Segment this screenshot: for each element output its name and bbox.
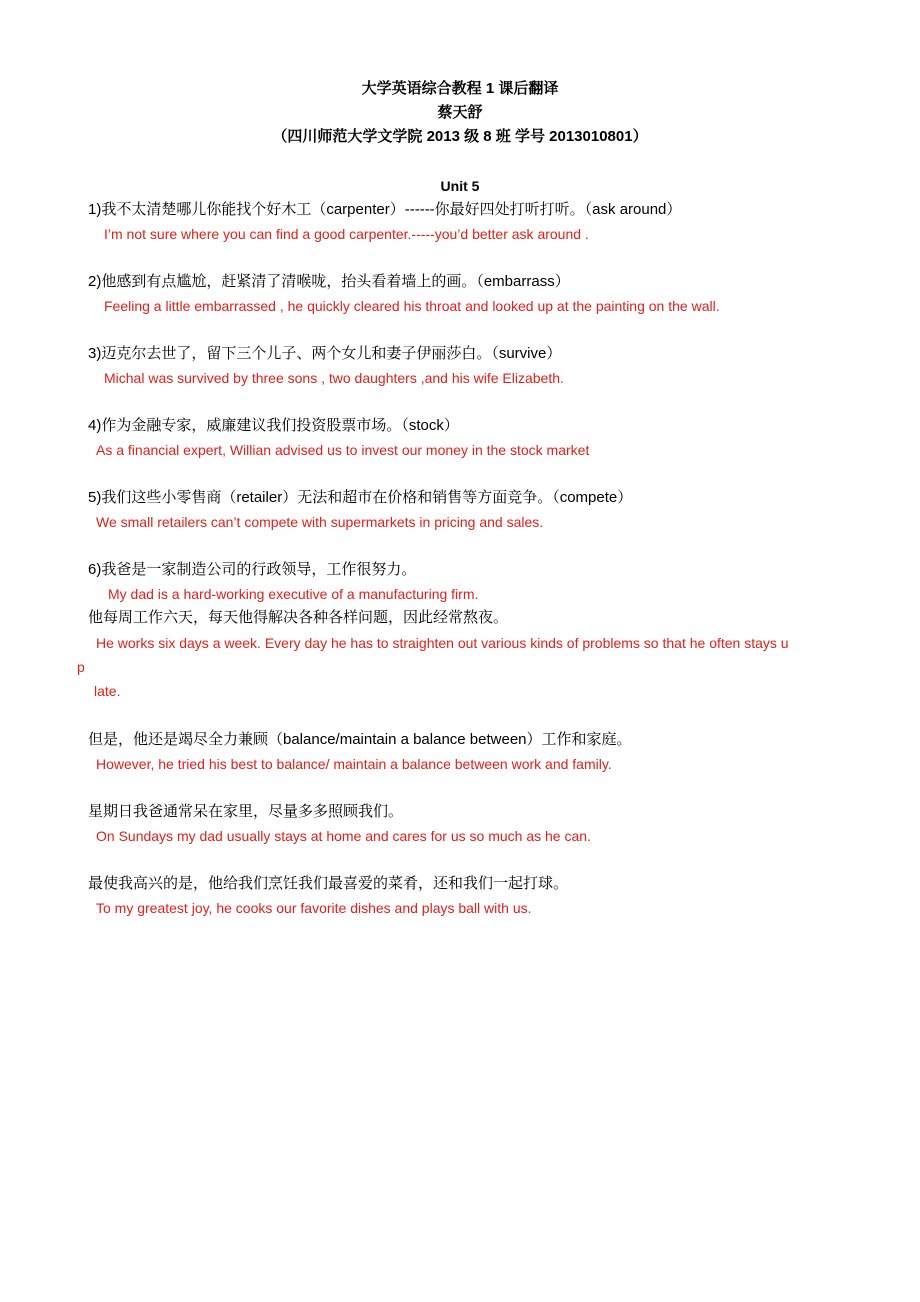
chinese-sentence-1: 1)我不太清楚哪儿你能找个好木工（carpenter）------你最好四处打听打听。（ask around） bbox=[88, 201, 682, 218]
english-translation-2: Feeling a little embarrassed , he quickly cleared his throat and looked up at the painting on the wall. bbox=[104, 298, 720, 314]
english-translation-10: To my greatest joy, he cooks our favorite dishes and plays ball with us. bbox=[96, 900, 532, 916]
chinese-sentence-2: 2)他感到有点尴尬，赶紧清了清喉咙，抬头看着墙上的画。（embarrass） bbox=[88, 273, 570, 290]
english-translation-5: We small retailers can’t compete with supermarkets in pricing and sales. bbox=[96, 514, 544, 530]
chinese-sentence-8: 但是，他还是竭尽全力兼顾（balance/maintain a balance between）工作和家庭。 bbox=[88, 731, 632, 748]
chinese-sentence-5: 5)我们这些小零售商（retailer）无法和超市在价格和销售等方面竞争。（compete） bbox=[88, 489, 633, 506]
english-translation-1: I’m not sure where you can find a good carpenter.-----you’d better ask around . bbox=[104, 226, 589, 242]
english-translation-7-line-2: p bbox=[77, 659, 85, 675]
document-title: 大学英语综合教程 1 课后翻译 bbox=[361, 80, 559, 97]
author-name: 蔡天舒 bbox=[437, 104, 483, 121]
english-translation-7-line-3: late. bbox=[94, 683, 121, 699]
chinese-sentence-10: 最使我高兴的是，他给我们烹饪我们最喜爱的菜肴，还和我们一起打球。 bbox=[88, 875, 569, 892]
english-translation-6: My dad is a hard-working executive of a manufacturing firm. bbox=[108, 586, 479, 602]
english-translation-8: However, he tried his best to balance/ maintain a balance between work and family. bbox=[96, 756, 612, 772]
chinese-sentence-3: 3)迈克尔去世了，留下三个儿子、两个女儿和妻子伊丽莎白。（survive） bbox=[88, 345, 562, 362]
english-translation-9: On Sundays my dad usually stays at home and cares for us so much as he can. bbox=[96, 828, 591, 844]
chinese-sentence-4: 4)作为金融专家，威廉建议我们投资股票市场。（stock） bbox=[88, 417, 459, 434]
english-translation-7-line-1: He works six days a week. Every day he has to straighten out various kinds of problems so that he often stays u bbox=[96, 635, 789, 651]
unit-heading: Unit 5 bbox=[440, 178, 480, 194]
chinese-sentence-6: 6)我爸是一家制造公司的行政领导，工作很努力。 bbox=[88, 561, 417, 578]
author-affiliation: （四川师范大学文学院 2013 级 8 班 学号 2013010801） bbox=[272, 128, 648, 145]
english-translation-3: Michal was survived by three sons , two daughters ,and his wife Elizabeth. bbox=[104, 370, 564, 386]
chinese-sentence-7: 他每周工作六天，每天他得解决各种各样问题，因此经常熬夜。 bbox=[88, 609, 509, 626]
chinese-sentence-9: 星期日我爸通常呆在家里，尽量多多照顾我们。 bbox=[88, 803, 404, 820]
english-translation-4: As a financial expert, Willian advised us to invest our money in the stock market bbox=[96, 442, 590, 458]
